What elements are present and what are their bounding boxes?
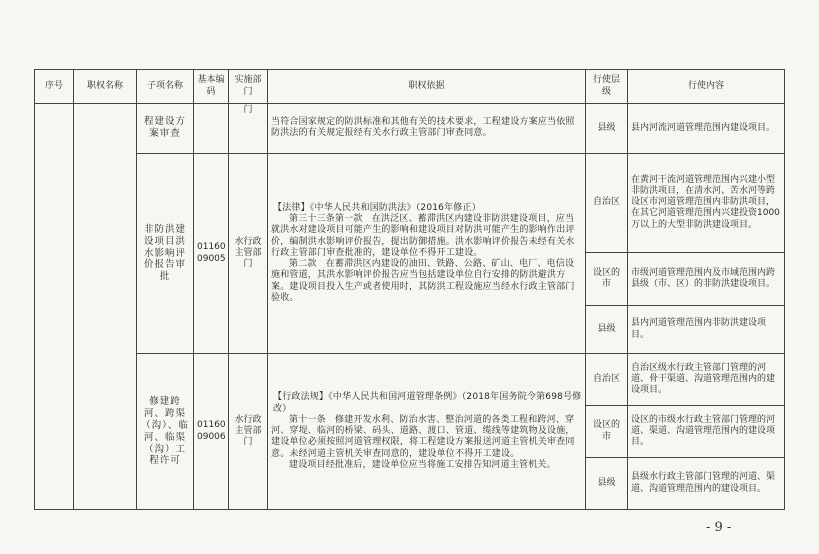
header-tier: 行使层级	[586, 70, 628, 104]
cell-code: 01160 09006	[194, 354, 229, 510]
cell-content: 在黄河干流河道管理范围内兴建小型非防洪项目，在清水河、苦水河等跨设区市河道管理范围内非防洪项目，在其它河道管理范围内兴建投资1000万以上的大型非防洪建设项目。	[628, 153, 785, 252]
cell-subitem: 非防洪建设项目洪水影响评价报告审批	[137, 153, 194, 354]
cell-tier: 设区的市	[586, 406, 628, 458]
cell-basis	[268, 354, 586, 510]
cell-content: 县级水行政主管部门管理的河道、渠道、沟道管理范围内的建设项目。	[628, 458, 785, 510]
cell-tier: 县级	[586, 458, 628, 510]
header-basis: 职权依据	[268, 70, 586, 104]
header-seq: 序号	[35, 70, 74, 104]
table-row	[35, 104, 785, 154]
cell-basis	[268, 153, 586, 354]
basis-law-title: 【行政法规】《中华人民共和国河道管理条例》（2018年国务院令第698号修改）	[273, 392, 582, 414]
page-number: - 9 -	[706, 520, 732, 535]
cell-seq	[35, 104, 74, 510]
cell-code: 01160 09005	[194, 153, 229, 354]
cell-subitem: 程建设方案审查	[137, 104, 194, 154]
cell-code	[194, 104, 229, 154]
cell-dept: 水行政主管部门	[229, 354, 268, 510]
header-row	[35, 70, 785, 104]
basis-law-title: 【法律】《中华人民共和国防洪法》（2016年修正）	[273, 202, 481, 213]
basis-paragraph: 第十一条 修建开发水利、防治水害、整治河道的各类工程和跨河、穿河、穿堤、临河的桥梁、码头、道路、渡口、管道、缆线等建筑物及设施，建设单位必须按照河道管理权限，将工程建设方案报送河道主管机关审查同意。未经河道主管机关审查同意的，建设单位不得开工建设。	[271, 414, 575, 459]
cell-tier: 自治区	[586, 354, 628, 406]
cell-tier: 县级	[586, 305, 628, 354]
cell-basis	[268, 104, 586, 154]
cell-content: 设区的市级水行政主管部门管理的河道、渠道、沟道管理范围内的建设项目。	[628, 406, 785, 458]
header-code: 基本编码	[194, 70, 229, 104]
basis-paragraph: 第二款 在蓄滞洪区内建设的油田、铁路、公路、矿山、电厂、电信设施和管道，其洪水影响评价报告应当包括建设单位自行安排的防洪避洪方案。建设项目投入生产或者使用时，其防洪工程设施应当经水行政主管部门验收。	[271, 259, 575, 303]
basis-paragraph: 建设项目经批准后，建设单位应当将施工安排告知河道主管机关。	[289, 459, 556, 470]
header-subitem: 子项名称	[137, 70, 194, 104]
basis-paragraph: 当符合国家规定的防洪标准和其他有关的技术要求，工程建设方案应当依照防洪法的有关规定报经有关水行政主管部门审查同意。	[271, 117, 575, 139]
cell-dept: 水行政主管部门	[229, 153, 268, 354]
basis-paragraph: 第三十三条第一款 在洪泛区、蓄滞洪区内建设非防洪建设项目，应当就洪水对建设项目可能产生的影响和建设项目对防洪可能产生的影响作出评价，编制洪水影响评价报告，提出防御措施。洪水影响评价报告未经有关水行政主管部门审查批准的，建设单位不得开工建设。	[271, 214, 575, 258]
header-name: 职权名称	[74, 70, 137, 104]
cell-tier: 设区的市	[586, 252, 628, 305]
cell-content: 县内河流河道管理范围内建设项目。	[628, 104, 785, 154]
cell-tier: 县级	[586, 104, 628, 154]
cell-subitem: 修建跨河、跨渠（沟）、临河、临渠（沟）工程许可	[137, 354, 194, 510]
table-row	[35, 153, 785, 252]
cell-dept: 门	[229, 104, 268, 154]
table-row	[35, 354, 785, 406]
cell-content: 市级河道管理范围内及市域范围内跨县级（市、区）的非防洪建设项目。	[628, 252, 785, 305]
header-dept: 实施部门	[229, 70, 268, 104]
authority-table	[34, 69, 785, 510]
cell-tier: 自治区	[586, 153, 628, 252]
cell-content: 县内河道管理范围内非防洪建设项目。	[628, 305, 785, 354]
header-content: 行使内容	[628, 70, 785, 104]
cell-content: 自治区级水行政主管部门管理的河道、骨干渠道、沟道管理范围内的建设项目。	[628, 354, 785, 406]
cell-name	[74, 104, 137, 510]
